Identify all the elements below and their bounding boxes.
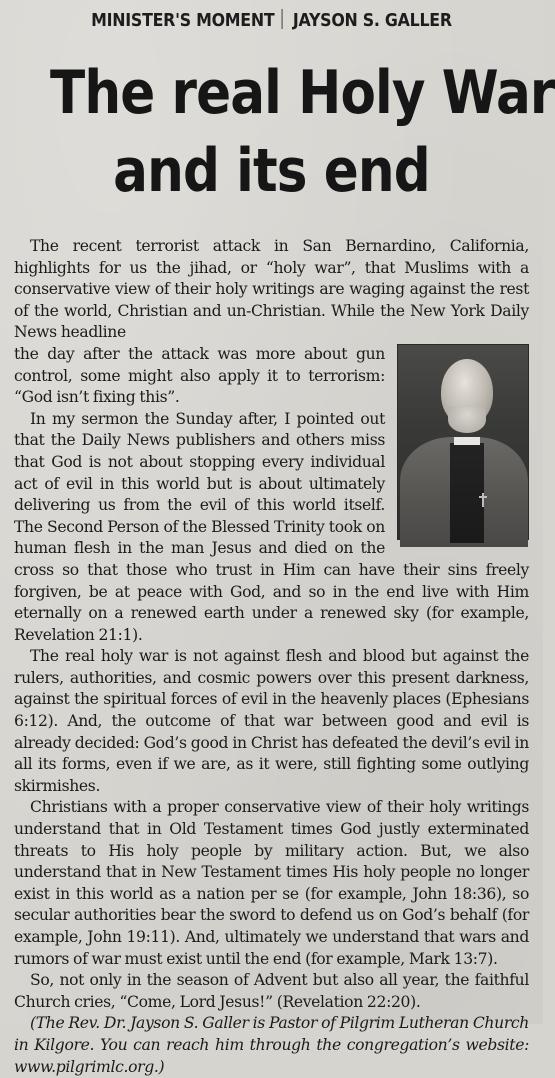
paragraph-4: Christians with a proper conservative view of their holy writings understand that in Old Testament times God justly exterminated threats to His holy people by military action. But, we also understand that in New Testament times His holy people no longer exist in this world as a nation per se (for example, John 18:36), so secular authorities bear the sword to defend us on God’s behalf (for example, John 19:11). And, ultimately we understand that wars and rumors of war must exist until the end (for example, Mark 13:7). <box>14 798 529 968</box>
author-name: JAYSON S. GALLER <box>292 10 452 31</box>
headline <box>50 54 555 210</box>
author-photo <box>397 344 529 540</box>
headline-line-1: The real Holy War <box>50 58 555 128</box>
article-body <box>14 236 529 1078</box>
column-name: MINISTER'S MOMENT <box>91 10 275 31</box>
headline-line-2: and its end <box>113 136 430 206</box>
paragraph-2: In my sermon the Sunday after, I pointed out that the Daily News publishers and others miss that God is not about stopping every individual act of evil in this world but is about ultimately delivering us from the evil of this world itself. The Second Person of the Blessed Trinity took on human flesh in the man Jesus and died on the cross so that those who trust in Him can have their sins freely forgiven, be at peace with God, and so in the end live with Him eternally on a renewed earth under a renewed sky (for example, Revelation 21:1). <box>14 409 529 644</box>
paragraph-1a: The recent terrorist attack in San Bernardino, California, highlights for us the jihad, or “holy war”, that Muslims with a conservative view of their holy writings are waging against the rest of the world, Christian and un-Christian. While the New York Daily News headline <box>14 237 529 342</box>
byline-divider <box>281 9 282 29</box>
cross-pendant-icon <box>482 493 484 507</box>
byline <box>45 6 498 36</box>
paragraph-3: The real holy war is not against flesh and blood but against the rulers, authorities, and cosmic powers over this present darkness, against the spiritual forces of evil in the heavenly places (Ephesians 6:12). And, the outcome of that war between good and evil is already decided: God’s good in Christ has defeated the devil’s evil in all its forms, even if we are, as it were, still fighting some outlying skirmishes. <box>14 647 529 795</box>
author-note: (The Rev. Dr. Jayson S. Galler is Pastor of Pilgrim Lutheran Church in Kilgore. You can reach him through the congregation’s website: www.pilgrimlc.org.) <box>14 1014 529 1076</box>
paragraph-5: So, not only in the season of Advent but also all year, the faithful Church cries, “Come, Lord Jesus!” (Revelation 22:20). <box>14 971 529 1011</box>
paragraph-1b: the day after the attack was more about gun control, some might also apply it to terrorism: “God isn’t fixing this”. <box>14 344 385 407</box>
